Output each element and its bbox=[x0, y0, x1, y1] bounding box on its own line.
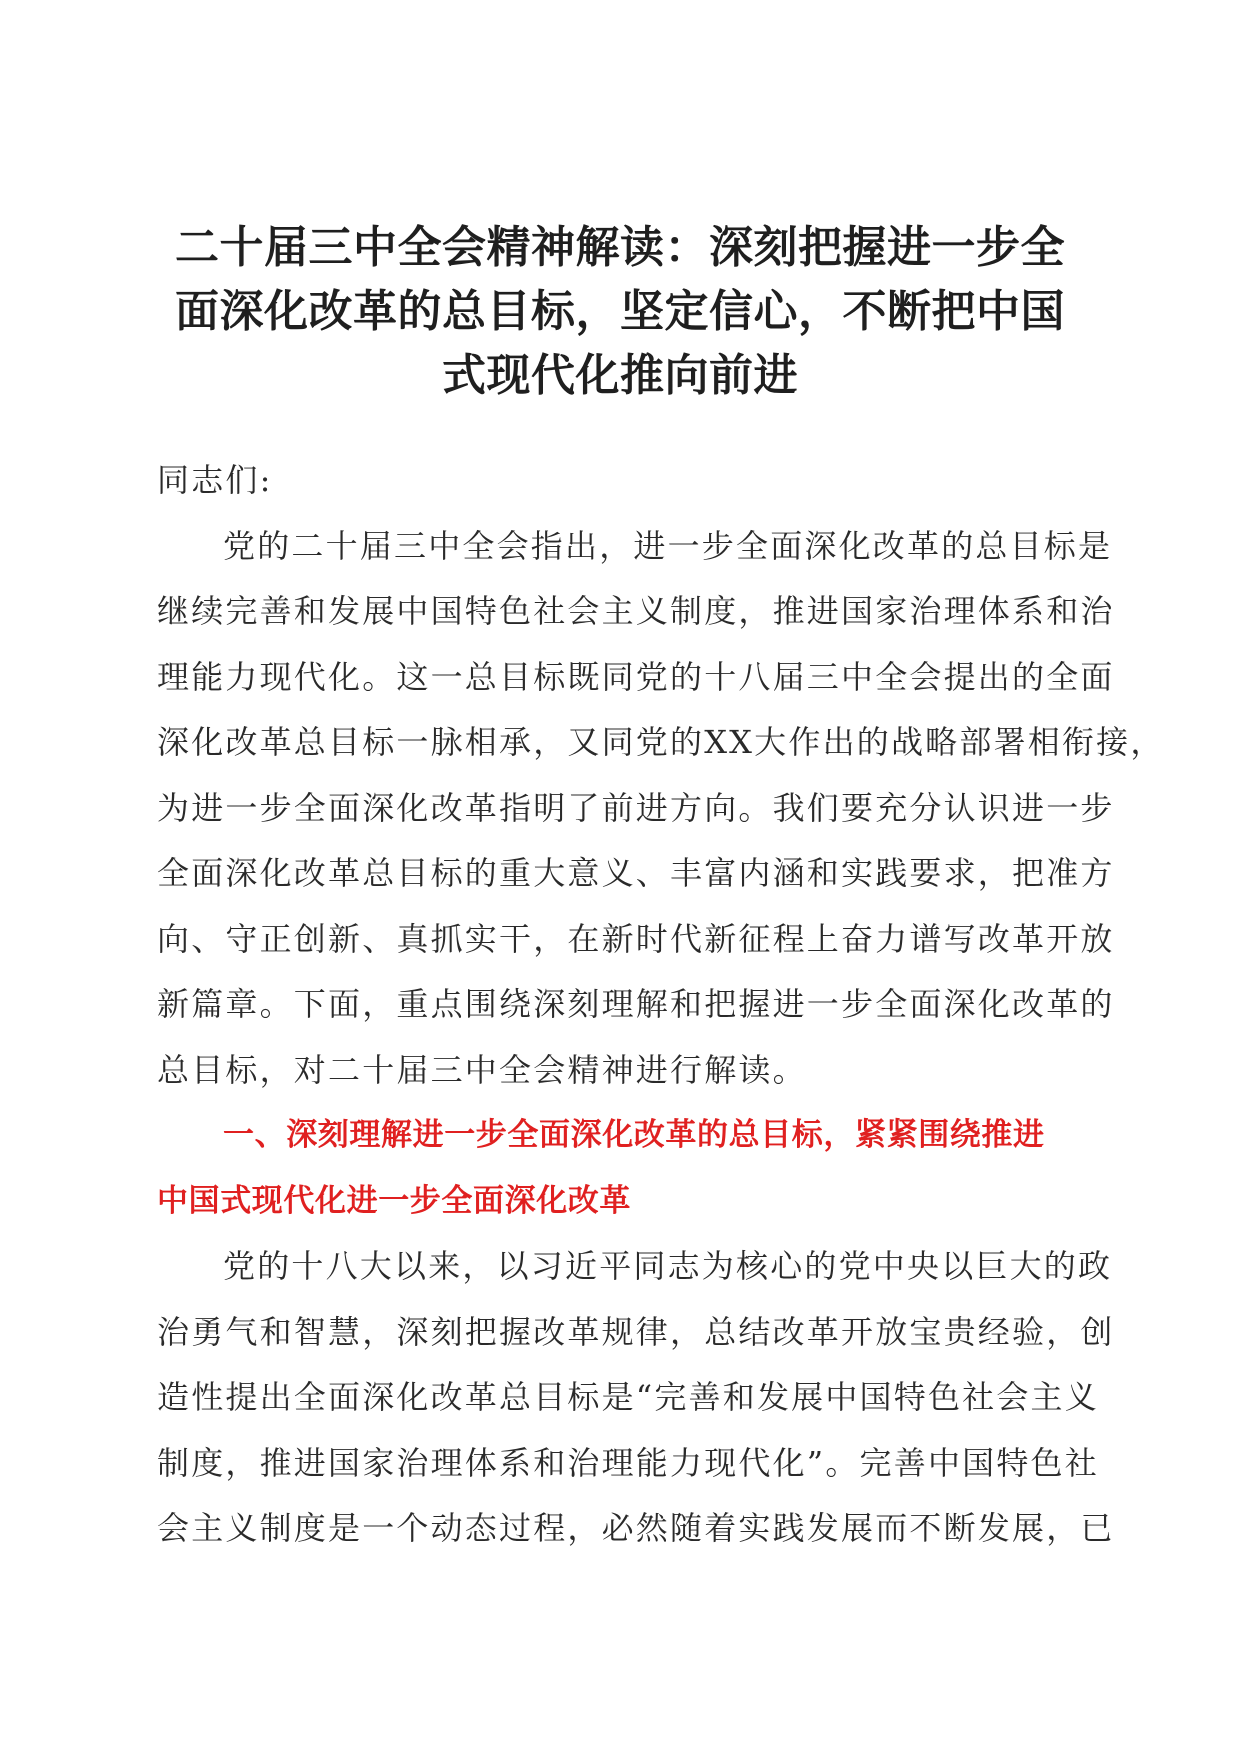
salutation: 同志们: bbox=[157, 461, 273, 499]
paragraph-1-line-8: 新篇章。下面，重点围绕深刻理解和把握进一步全面深化改革的 bbox=[157, 985, 1115, 1023]
paragraph-2-line-2: 治勇气和智慧，深刻把握改革规律，总结改革开放宝贵经验，创 bbox=[157, 1312, 1115, 1351]
paragraph-2-line-5: 会主义制度是一个动态过程，必然随着实践发展而不断发展，已 bbox=[157, 1509, 1115, 1547]
paragraph-1-line-9: 总目标，对二十届三中全会精神进行解读。 bbox=[157, 1050, 807, 1089]
paragraph-1-line-4: 深化改革总目标一脉相承，又同党的XX大作出的战略部署相衔接， bbox=[157, 723, 1165, 761]
document-title bbox=[158, 216, 1082, 408]
paragraph-1-line-7: 向、守正创新、真抓实干，在新时代新征程上奋力谱写改革开放 bbox=[157, 919, 1115, 958]
paragraph-1-line-3: 理能力现代化。这一总目标既同党的十八届三中全会提出的全面 bbox=[157, 657, 1115, 696]
paragraph-1-line-1: 党的二十届三中全会指出，进一步全面深化改革的总目标是 bbox=[223, 526, 1113, 565]
paragraph-2-line-1: 党的十八大以来，以习近平同志为核心的党中央以巨大的政 bbox=[223, 1247, 1113, 1285]
section-heading-1-line-1: 一、深刻理解进一步全面深化改革的总目标，紧紧围绕推进 bbox=[223, 1117, 1045, 1153]
paragraph-1-line-5: 为进一步全面深化改革指明了前进方向。我们要充分认识进一步 bbox=[157, 788, 1115, 827]
paragraph-2 bbox=[157, 1234, 1115, 1562]
title-line-1: 二十届三中全会精神解读：深刻把握进一步全 bbox=[175, 222, 1065, 273]
title-line-3: 式现代化推向前进 bbox=[442, 350, 798, 401]
section-heading-1-line-2: 中国式现代化进一步全面深化改革 bbox=[157, 1182, 631, 1219]
paragraph-2-line-3: 造性提出全面深化改革总目标是“完善和发展中国特色社会主义 bbox=[157, 1378, 1099, 1416]
paragraph-2-line-4: 制度，推进国家治理体系和治理能力现代化”。完善中国特色社 bbox=[157, 1443, 1099, 1482]
title-line-2: 面深化改革的总目标，坚定信心，不断把中国 bbox=[175, 286, 1065, 337]
document-body bbox=[157, 448, 1165, 1562]
section-heading-1 bbox=[157, 1103, 1089, 1234]
paragraph-1-line-6: 全面深化改革总目标的重大意义、丰富内涵和实践要求，把准方 bbox=[157, 854, 1115, 892]
paragraph-1-line-2: 继续完善和发展中国特色社会主义制度，推进国家治理体系和治 bbox=[157, 592, 1115, 630]
paragraph-1 bbox=[157, 514, 1165, 1104]
